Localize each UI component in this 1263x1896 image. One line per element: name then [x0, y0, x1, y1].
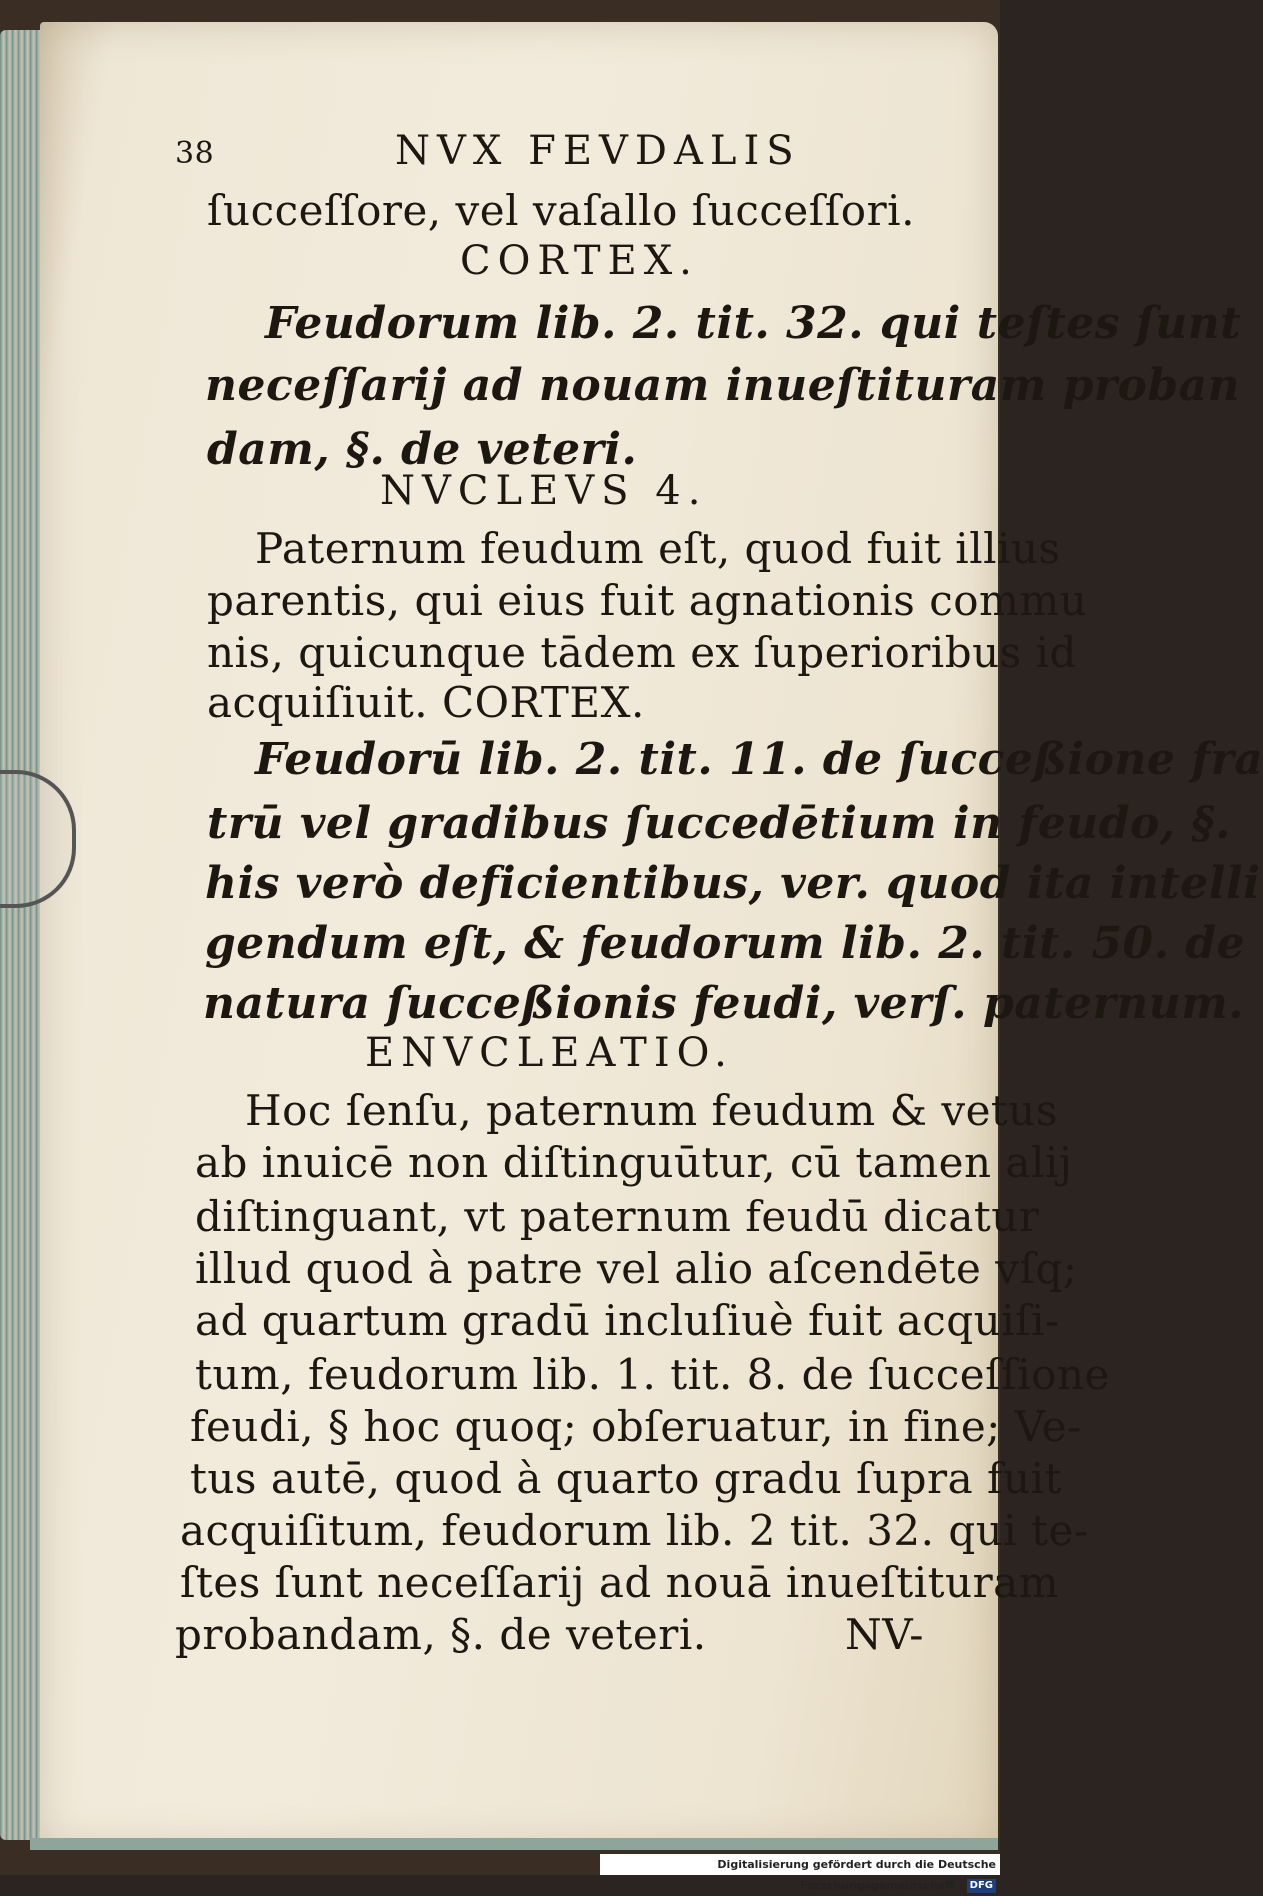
text-line: probandam, §. de veteri.: [175, 1610, 707, 1659]
section-heading: ENVCLEATIO.: [365, 1030, 734, 1076]
text-line: Paternum feudum eſt, quod fuit illius: [255, 524, 1061, 573]
page-number: 38: [175, 136, 215, 171]
text-line: ſtes ſunt neceſſarij ad nouā inueſtituram: [180, 1558, 1060, 1607]
text-line: tus autē, quod à quarto gradu ſupra fuit: [190, 1454, 1062, 1503]
text-line: natura ſucceßionis feudi, verſ. paternum.: [203, 978, 1245, 1029]
text-line: acquiſiuit. CORTEX.: [207, 678, 645, 727]
section-heading: CORTEX.: [460, 238, 699, 284]
text-line: acquiſitum, feudorum lib. 2 tit. 32. qui te-: [180, 1506, 1089, 1555]
text-line: ad quartum gradū incluſiuè fuit acquiſi-: [195, 1296, 1060, 1345]
text-line: tum, feudorum lib. 1. tit. 8. de ſucceſſione: [195, 1350, 1110, 1399]
text-line: nis, quicunque tādem ex ſuperioribus id: [207, 628, 1077, 677]
running-head: NVX FEVDALIS: [395, 128, 801, 174]
text-line: Hoc ſenſu, paternum feudum & vetus: [245, 1086, 1058, 1135]
text-line: dam, §. de veteri.: [207, 424, 638, 475]
text-line: parentis, qui eius fuit agnationis commu: [207, 576, 1088, 625]
dfg-logo-icon: DFG: [967, 1879, 996, 1893]
text-line: diſtinguant, vt paternum feudū dicatur: [195, 1192, 1040, 1241]
section-heading: NVCLEVS 4.: [380, 468, 708, 514]
credit-text: Digitalisierung gefördert durch die Deutsche Forschungsgemeinschaft -: [717, 1858, 996, 1892]
text-line: his verò deficientibus, ver. quod ita intelli: [205, 858, 1261, 909]
text-line: Feudorū lib. 2. tit. 11. de ſucceßione fra: [255, 734, 1263, 785]
text-line: gendum eſt, & feudorum lib. 2. tit. 50. de: [205, 918, 1246, 969]
text-line: illud quod à patre vel alio aſcendēte vſq;: [195, 1244, 1078, 1293]
text-line: feudi, § hoc quoq; obſeruatur, in fine; Ve-: [190, 1402, 1082, 1451]
text-line: ab inuicē non diſtinguūtur, cū tamen alij: [195, 1138, 1073, 1187]
text-line: neceſſarij ad nouam inueſtituram proban: [205, 360, 1241, 411]
catchword: NV-: [845, 1610, 924, 1659]
text-line: trū vel gradibus ſuccedētium in feudo, §.: [207, 798, 1231, 849]
text-line: ſucceſſore, vel vaſallo ſucceſſori.: [207, 186, 915, 235]
page-bottom-edge: [30, 1838, 998, 1850]
text-line: Feudorum lib. 2. tit. 32. qui teſtes ſunt: [265, 298, 1242, 349]
digitization-credit: [600, 1854, 1000, 1892]
